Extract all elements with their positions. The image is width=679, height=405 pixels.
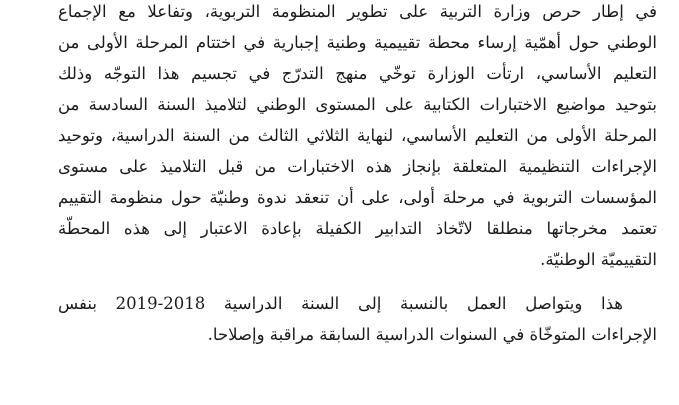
paragraph-line: في إطار حرص وزارة التربية على تطوير المنظومة التربوية، وتفاعلا مع الإجماع xyxy=(58,2,657,21)
paragraph-line: المؤسسات التربوية في مرحلة أولى، على أن تنعقد ندوة وطنيّة حول منظومة التقييم xyxy=(58,188,657,207)
paragraph-spacer xyxy=(58,275,657,288)
paragraph-line: المرحلة الأولى من التعليم الأساسي، لنهاية الثلاثي الثالث من السنة الدراسية، وتوحيد xyxy=(58,126,657,145)
paragraph-1 xyxy=(58,0,657,275)
paragraph-line: بتوحيد مواضيع الاختبارات الكتابية على المستوى الوطني لتلاميذ السنة السادسة من xyxy=(58,95,657,114)
paragraph-line: تعتمد مخرجاتها منطلقا لاتّخاذ التدابير الكفيلة بإعادة الاعتبار إلى هذه المحطّة xyxy=(58,219,657,238)
paragraph-line: الإجراءات التنظيمية المتعلقة بإنجاز هذه الاختبارات من قبل التلاميذ على مستوى xyxy=(58,157,657,176)
paragraph-line: التقييميّة الوطنيّة. xyxy=(540,250,657,269)
paragraph-line: هذا ويتواصل العمل بالنسبة إلى السنة الدراسية 2018-2019 بنفس xyxy=(58,294,623,313)
paragraph-line: التعليم الأساسي، ارتأت الوزارة توخّي منهج التدرّج في تجسيم هذا التوجّه وذلك xyxy=(58,64,657,83)
paragraph-line: الوطني حول أهمّية إرساء محطة تقييمية وطنية إجبارية في اختتام المرحلة الأولى من xyxy=(58,33,657,52)
document-body xyxy=(58,0,657,350)
paragraph-2 xyxy=(58,288,657,350)
paragraph-line: الإجراءات المتوخّاة في السنوات الدراسية السابقة مراقبة وإصلاحا. xyxy=(207,325,657,344)
